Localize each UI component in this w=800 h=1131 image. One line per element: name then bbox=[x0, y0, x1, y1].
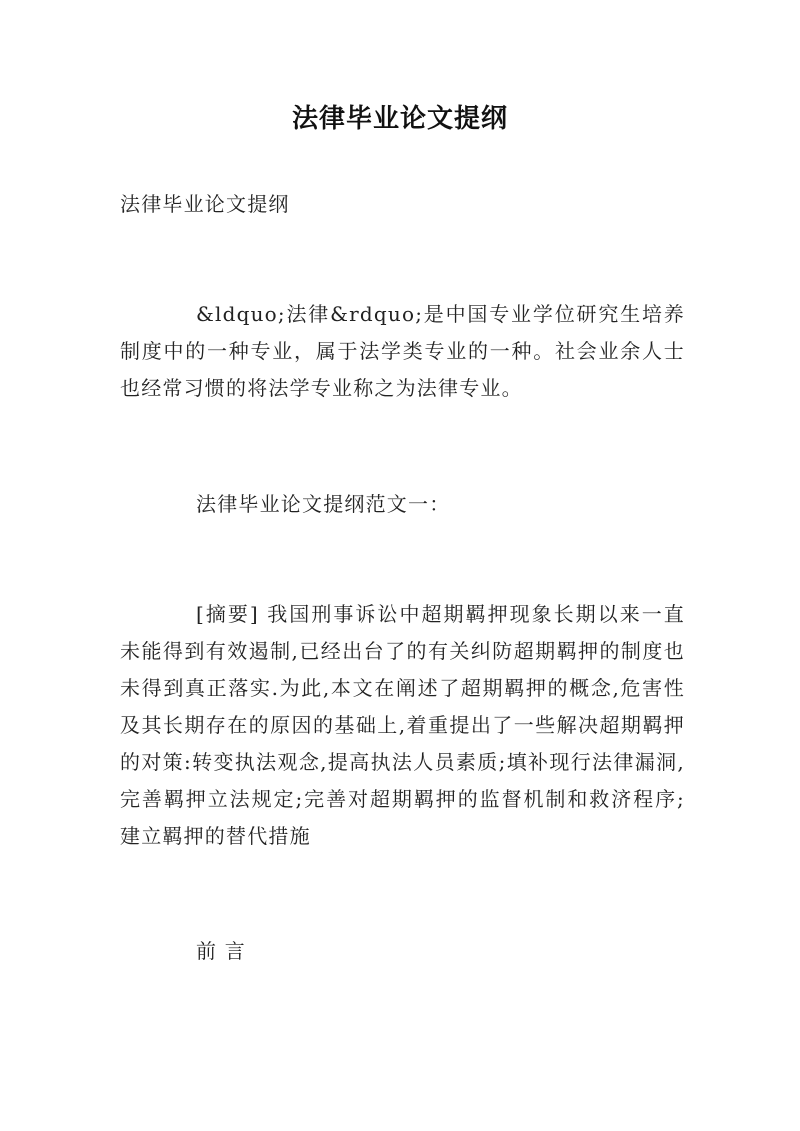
sample-heading: 法律毕业论文提纲范文一： bbox=[196, 492, 451, 516]
document-subtitle: 法律毕业论文提纲 bbox=[120, 192, 290, 216]
abstract-paragraph: [摘要] 我国刑事诉讼中超期羁押现象长期以来一直未能得到有效遏制,已经出台了的有关纠防超期羁押的制度也未得到真正落实.为此,本文在阐述了超期羁押的概念,危害性及其长期存在的原因的基础上,着重提出了一些解决超期羁押的对策:转变执法观念,提高执法人员素质;填补现行法律漏洞,完善羁押立法规定;完善对超期羁押的监督机制和救济程序;建立羁押的替代措施 bbox=[120, 602, 685, 848]
intro-paragraph: &ldquo;法律&rdquo;是中国专业学位研究生培养制度中的一种专业，属于法学类专业的一种。社会业余人士也经常习惯的将法学专业称之为法律专业。 bbox=[120, 302, 685, 400]
preface-heading: 前 言 bbox=[196, 939, 246, 963]
document-title: 法律毕业论文提纲 bbox=[291, 104, 508, 134]
